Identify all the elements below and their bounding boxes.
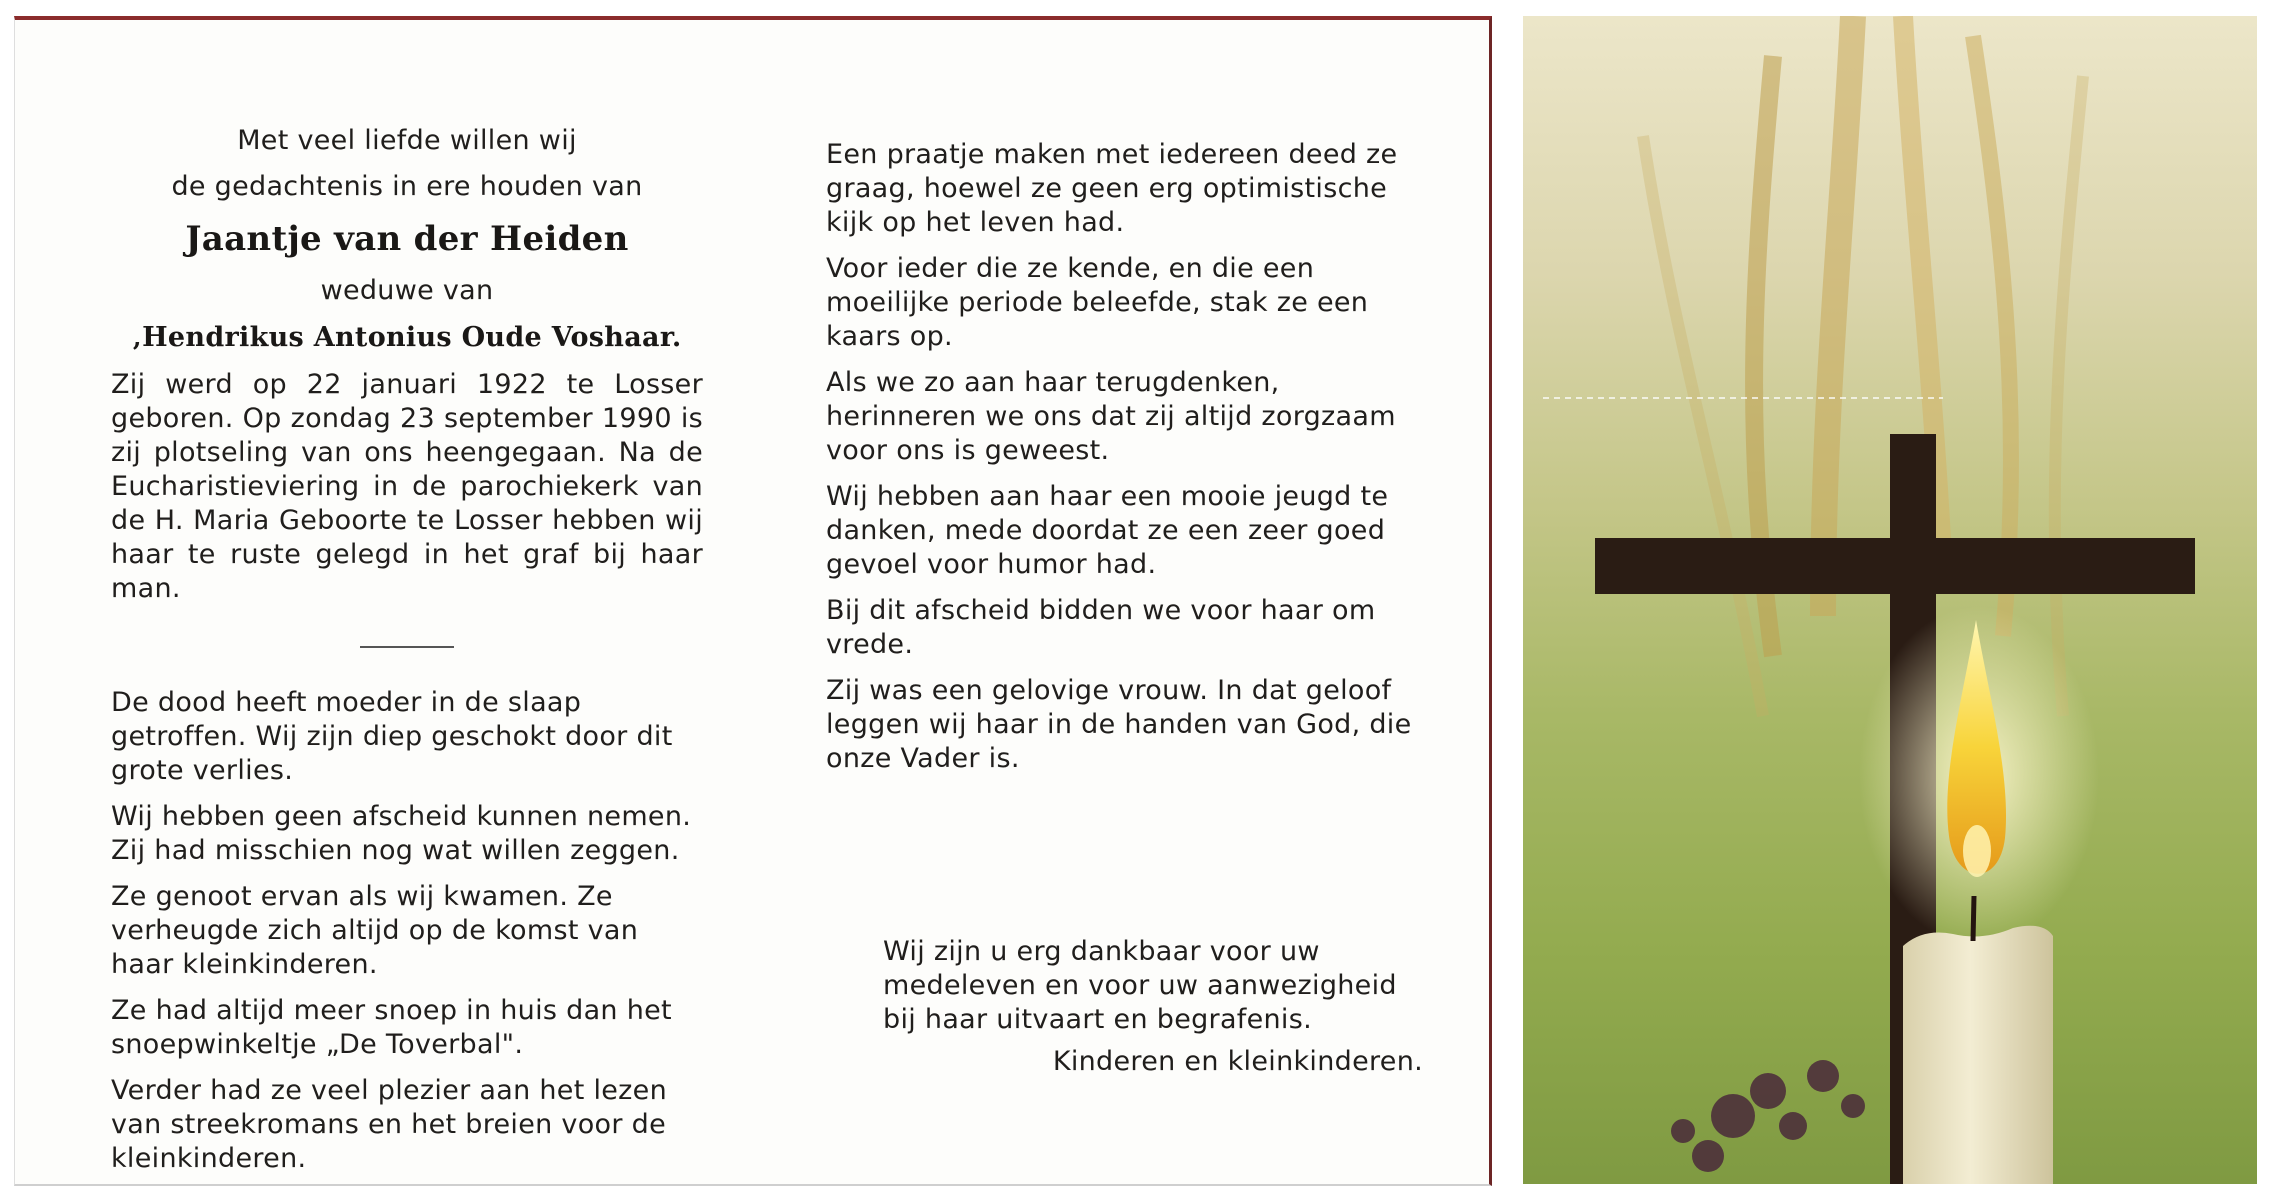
section-divider (360, 646, 454, 648)
signature: Kinderen en kleinkinderen. (1052, 1046, 1423, 1077)
left-column (111, 124, 703, 1188)
memorial-card-inner-page (14, 16, 1492, 1186)
left-paragraph: Ze had altijd meer snoep in huis dan het snoepwinkeltje „De Toverbal". (111, 995, 672, 1060)
candle-icon (1903, 896, 2053, 1184)
thanks-block (883, 935, 1423, 1079)
intro-line-2: de gedachtenis in ere houden van (171, 171, 643, 202)
right-paragraph: Zij was een gelovige vrouw. In dat geloof leggen wij haar in de handen van God, die onze Vader is. (826, 675, 1412, 774)
right-column (826, 138, 1416, 788)
biography-paragraph: Zij werd op 22 januari 1922 te Losser geboren. Op zondag 23 september 1990 is zij plotseling van ons heengegaan. Na de Eucharistieviering in de parochiekerk van de H. Maria Geboorte te Losser hebben wij haar te ruste gelegd in het graf bij haar man. (111, 369, 703, 604)
right-paragraph: Voor ieder die ze kende, en die een moeilijke periode beleefde, stak ze een kaars op. (826, 253, 1369, 352)
intro-line-1: Met veel liefde willen wij (237, 125, 577, 156)
left-paragraph: De dood heeft moeder in de slaap getroffen. Wij zijn diep geschokt door dit grote verlies. (111, 687, 673, 786)
right-paragraph: Een praatje maken met iedereen deed ze graag, hoewel ze geen erg optimistische kijk op het leven had. (826, 139, 1398, 238)
photo-illustration (1523, 16, 2257, 1184)
left-paragraph: Verder had ze veel plezier aan het lezen van streekromans en het breien voor de kleinkinderen. (111, 1075, 667, 1174)
memorial-photo (1523, 16, 2257, 1184)
deceased-name: Jaantje van der Heiden (185, 219, 629, 259)
thanks-text: Wij zijn u erg dankbaar voor uw medeleven en voor uw aanwezigheid bij haar uitvaart en begrafenis. (883, 936, 1397, 1035)
right-paragraph: Wij hebben aan haar een mooie jeugd te danken, mede doordat ze een zeer goed gevoel voor humor had. (826, 481, 1389, 580)
spouse-name: ‚Hendrikus Antonius Oude Voshaar. (132, 322, 682, 353)
left-paragraph: Ze genoot ervan als wij kwamen. Ze verheugde zich altijd op de komst van haar kleinkinderen. (111, 881, 639, 980)
left-paragraph: Wij hebben geen afscheid kunnen nemen. Zij had misschien nog wat willen zeggen. (111, 801, 692, 866)
right-paragraph: Als we zo aan haar terugdenken, herinneren we ons dat zij altijd zorgzaam voor ons is geweest. (826, 367, 1396, 466)
right-paragraph: Bij dit afscheid bidden we voor haar om vrede. (826, 595, 1376, 660)
widow-of-label: weduwe van (320, 275, 494, 306)
